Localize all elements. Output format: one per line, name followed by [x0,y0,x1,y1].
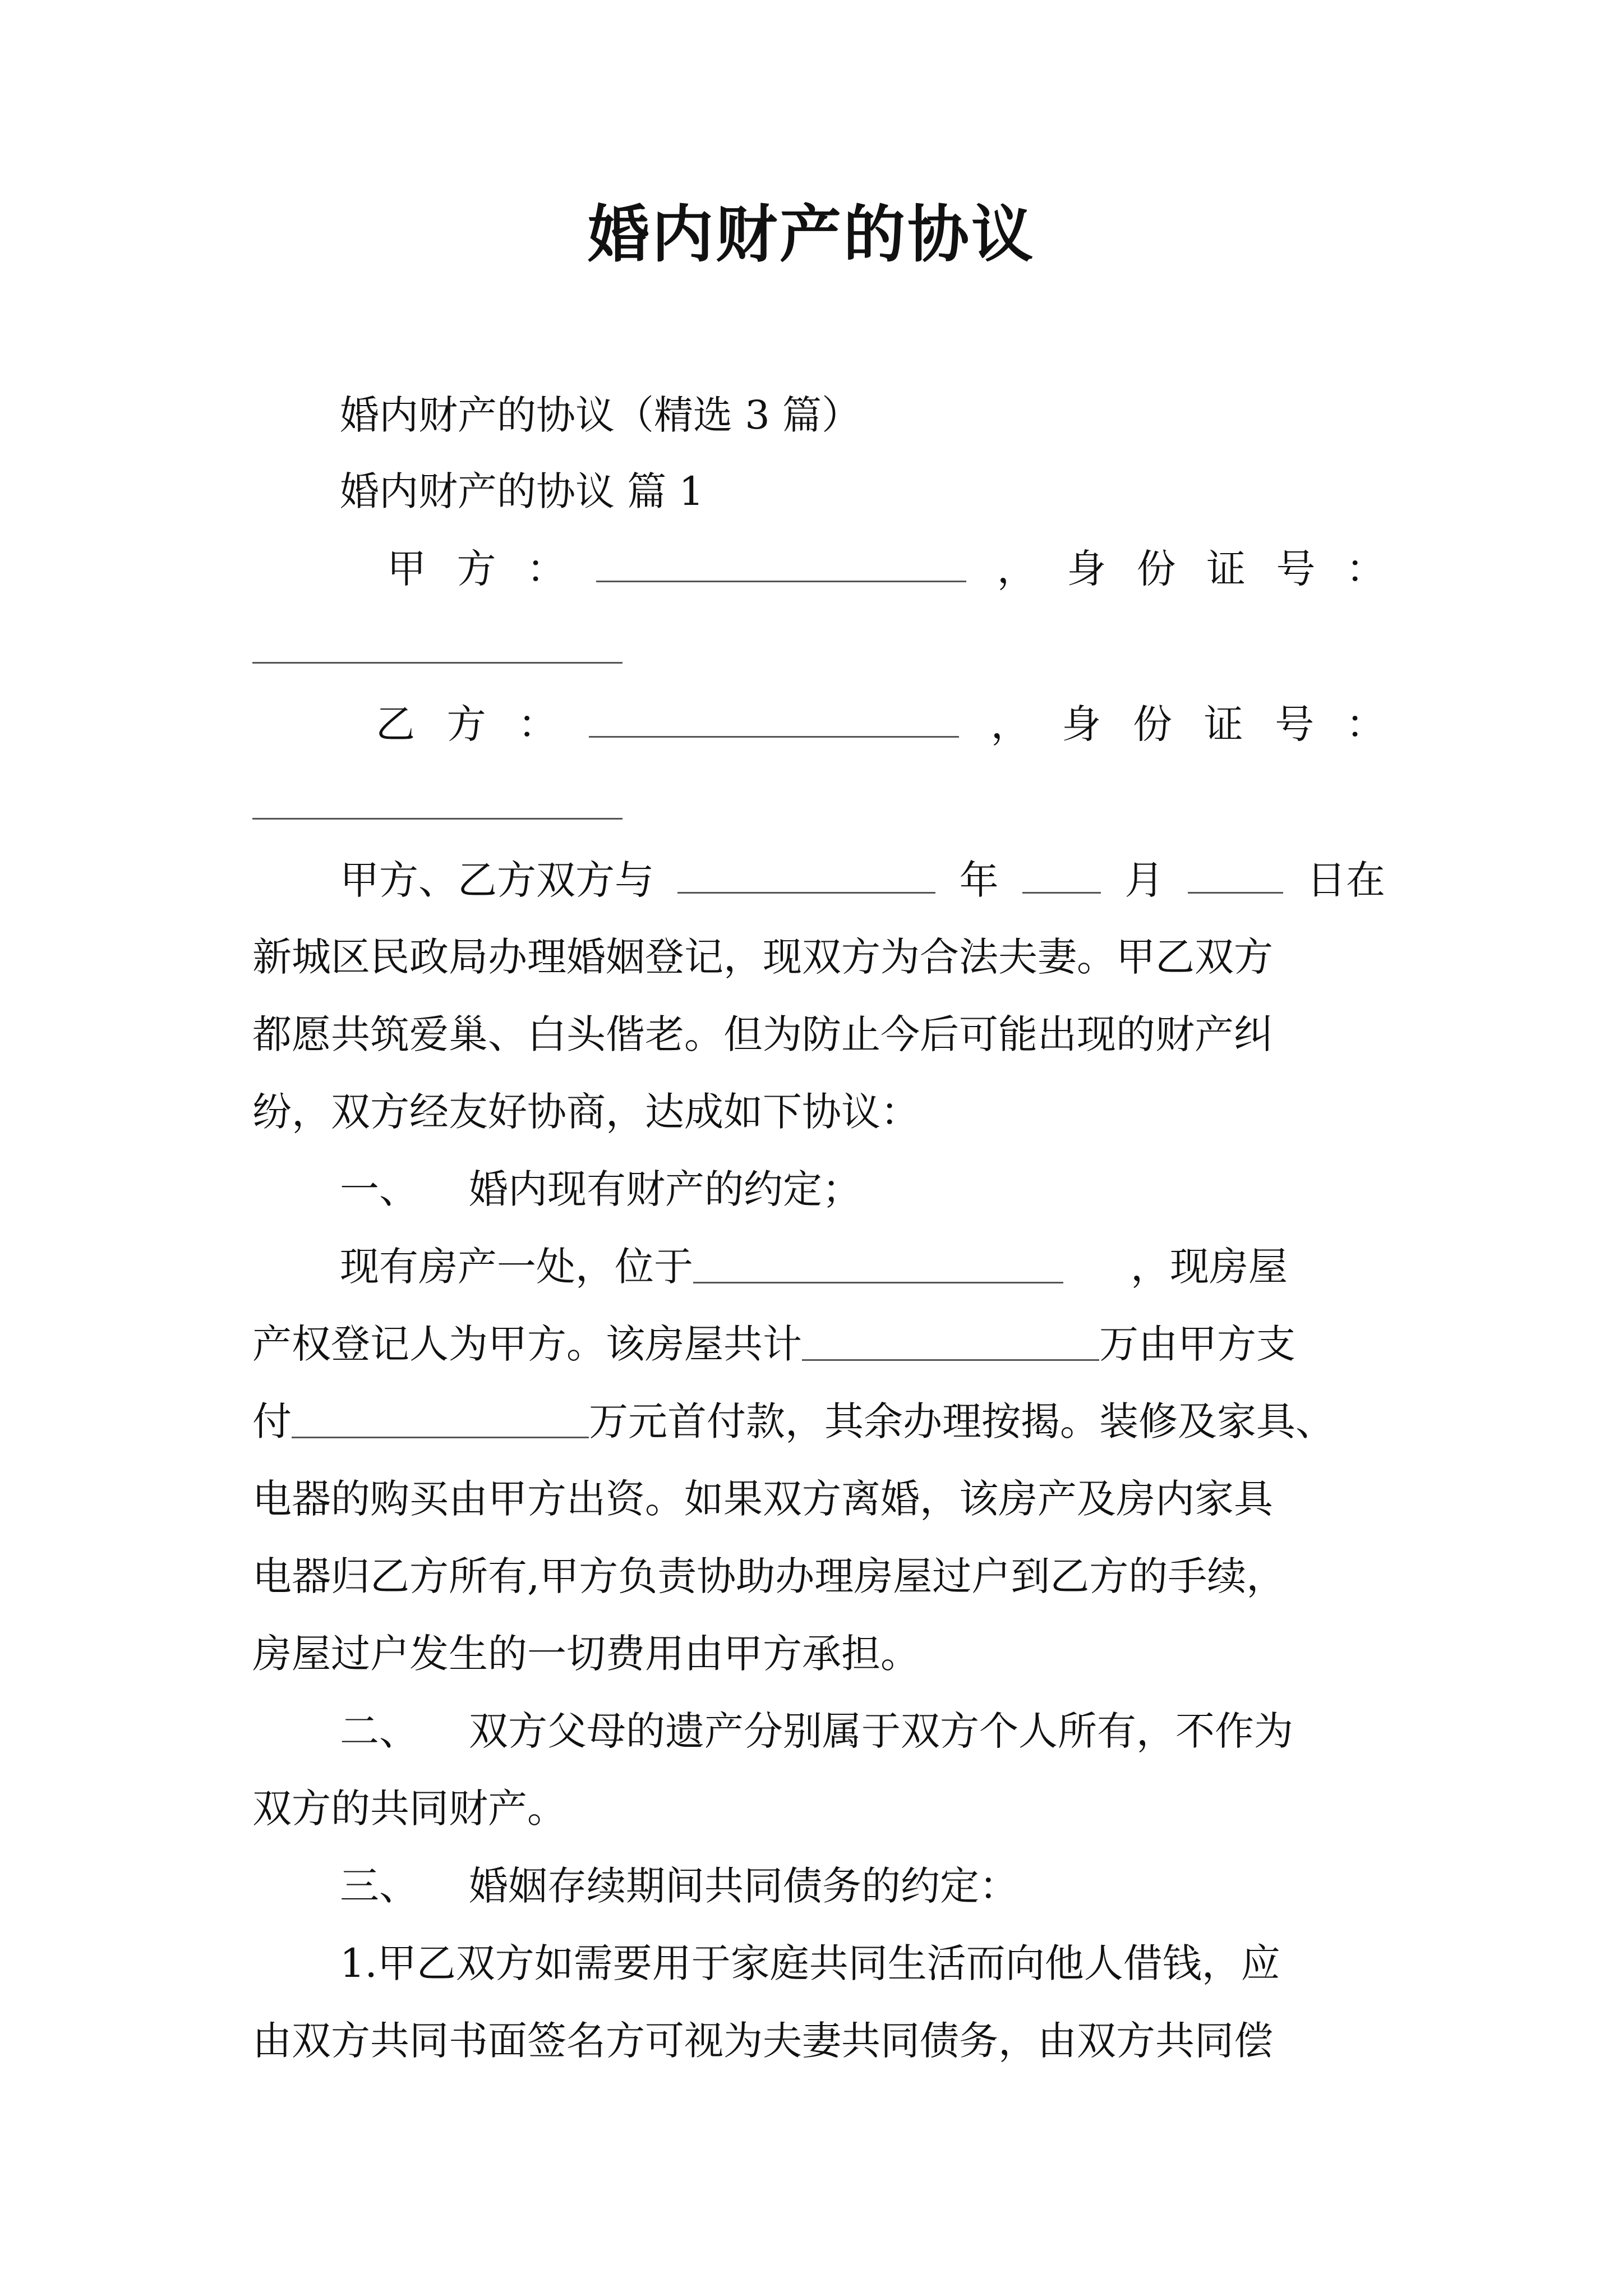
paragraph-line: 纷，双方经友好协商，达成如下协议： [252,1089,920,1135]
paragraph-line: 双方的共同财产。 [252,1786,566,1832]
item-text: 婚姻存续期间共同债务的约定： [469,1863,1018,1909]
party-a-id-blank [252,662,623,664]
party-b-id-char: 份 [1132,701,1172,747]
paragraph-line: 电器归乙方所有,甲方负责协助办理房屋过户到乙方的手续， [252,1553,1286,1599]
paragraph-line: 1.甲乙双方如需要用于家庭共同生活而向他人借钱，应 [340,1940,1280,1986]
party-b-label-char: 方 [446,701,486,747]
party-a-id-char: ： [1345,546,1385,592]
date-blank [1022,852,1101,894]
party-b-name-blank [589,696,959,738]
party-a-id-char: 身 [1067,546,1106,592]
party-b-id-char: ： [1345,701,1385,747]
paragraph-line [340,852,1385,908]
address-blank [693,1241,1063,1283]
item-number: 二、 [340,1708,418,1754]
date-blank [1188,852,1283,894]
date-blank [677,852,935,894]
party-b-id-char: 证 [1204,701,1243,747]
party-b-id-char: 号 [1275,701,1315,747]
paragraph-line: 都愿共筑爱巢、白头偕老。但为防止今后可能出现的财产纠 [252,1011,1273,1057]
item-text: 双方父母的遗产分别属于双方个人所有，不作为 [469,1708,1293,1754]
text-run: 月 [1124,857,1164,903]
document-title: 婚内财产的协议 [588,198,1035,270]
party-a-name-blank [596,540,966,582]
party-a-label-char: ： [526,546,566,592]
amount-blank [292,1396,589,1438]
party-b-row [376,696,1385,752]
list-item [340,1703,1473,1759]
text-run: 万元首付款，其余办理按揭。装修及家具、 [589,1398,1335,1444]
party-b-id-char: 身 [1062,701,1101,747]
paragraph-line: 电器的购买由甲方出资。如果双方离婚，该房产及房内家具 [252,1476,1273,1522]
party-b-label-char: ： [518,701,557,747]
list-item [340,1161,1473,1217]
paragraph-line [340,1239,1385,1295]
party-a-label-char: 甲 [387,546,426,592]
party-a-id-char: 证 [1206,546,1246,592]
amount-blank [802,1319,1099,1361]
text-run: 日在 [1306,857,1385,903]
text-run: 付 [252,1398,292,1444]
section-heading: 婚内财产的协议 篇 1 [340,468,704,514]
party-a-id-char: 号 [1276,546,1316,592]
paragraph-line [252,1393,1385,1450]
list-item [340,1858,1473,1914]
text-run: 万由甲方支 [1099,1321,1295,1367]
item-number: 三、 [340,1863,418,1909]
paragraph-line [252,1316,1385,1372]
text-run: ，现房屋 [1131,1244,1288,1290]
text-run: 产权登记人为甲方。该房屋共计 [252,1321,802,1367]
text-run: 年 [959,857,999,903]
party-b-id-blank [252,818,623,820]
item-number: 一、 [340,1166,418,1212]
item-text: 婚内现有财产的约定； [469,1166,861,1212]
party-a-row [387,540,1385,597]
text-run: 现有房产一处，位于 [340,1244,693,1290]
party-a-id-char: 份 [1136,546,1176,592]
party-a-comma: ， [997,546,1036,592]
party-b-comma: ， [990,701,1030,747]
text-run: 甲方、乙方双方与 [340,857,654,903]
paragraph-line: 由双方共同书面签名方可视为夫妻共同债务，由双方共同偿 [252,2018,1273,2064]
paragraph-line: 新城区民政局办理婚姻登记，现双方为合法夫妻。甲乙双方 [252,934,1273,980]
document-subtitle: 婚内财产的协议（精选 3 篇） [340,392,861,438]
paragraph-line: 房屋过户发生的一切费用由甲方承担。 [252,1631,920,1677]
party-b-label-char: 乙 [376,701,415,747]
party-a-label-char: 方 [457,546,496,592]
